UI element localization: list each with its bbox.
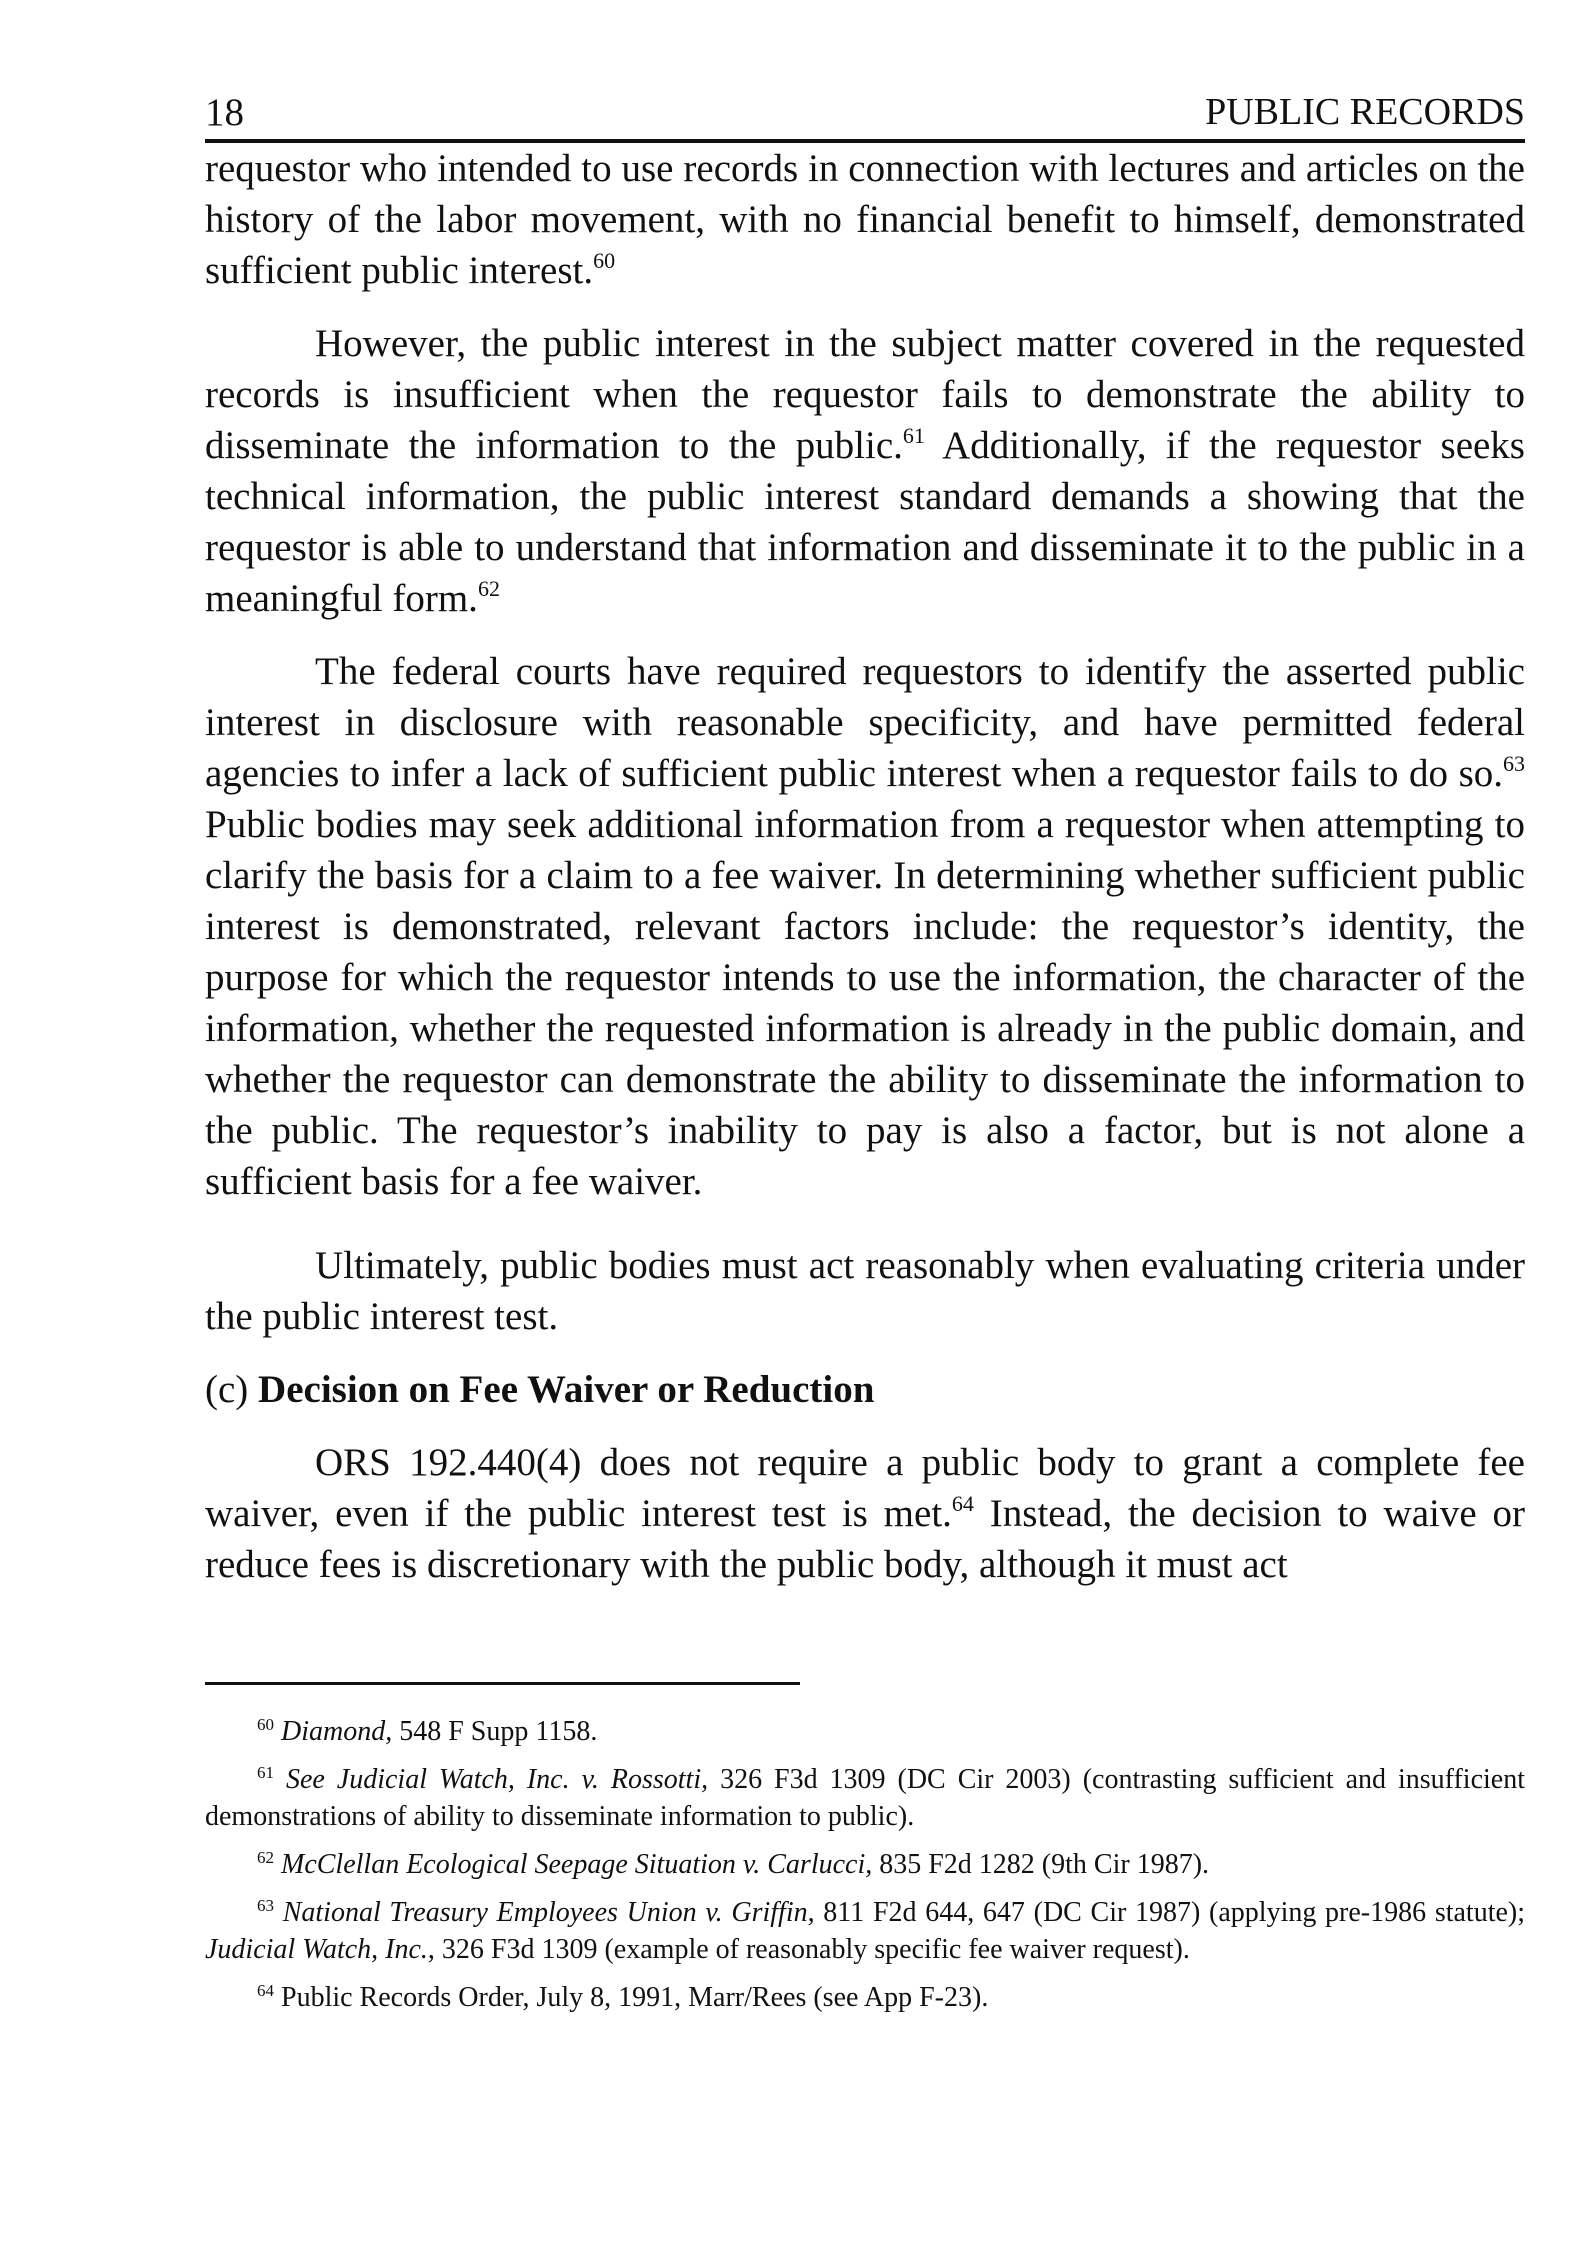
- footnote-ref[interactable]: 61: [902, 423, 925, 448]
- case-name: National Treasury Employees Union v. Griffin,: [282, 1897, 815, 1928]
- running-head: PUBLIC RECORDS: [1205, 91, 1525, 133]
- document-page: [205, 90, 1525, 2027]
- paragraph-text: ORS 192.440(4) does not require a public body to grant a complete fee waiver, even if the public interest test is met.: [205, 1441, 1525, 1535]
- footnote-text: 811 F2d 644, 647 (DC Cir 1987) (applying pre-1986 statute);: [814, 1897, 1526, 1928]
- footnotes: [205, 1713, 1525, 2016]
- footnote-ref[interactable]: 60: [593, 248, 616, 273]
- footnote-text: Public Records Order, July 8, 1991, Marr/Rees (see App F-23).: [274, 1982, 989, 2013]
- footnote-number: 62: [257, 1848, 274, 1867]
- paragraph: [205, 646, 1525, 1207]
- footnote-text: , 326 F3d 1309 (example of reasonably specific fee waiver request).: [427, 1934, 1190, 1965]
- footnote: [205, 1761, 1525, 1835]
- paragraph: [205, 143, 1525, 296]
- footnote-number: 63: [257, 1896, 274, 1915]
- paragraph: Ultimately, public bodies must act reasonably when evaluating criteria under the public interest test.: [205, 1244, 1525, 1338]
- case-name: Diamond,: [281, 1716, 393, 1747]
- footnote-number: 61: [257, 1763, 274, 1782]
- footnote: [205, 1713, 1525, 1750]
- paragraph: [205, 318, 1525, 624]
- paragraph-text: Public bodies may seek additional information from a requestor when attempting to clarify the basis for a claim to a fee waiver. In determining whether sufficient public interest is demonstrated, relevant factors include: the requestor’s identity, the purpose for which the requestor intends to use the information, the character of the information, whether the requested information is already in the public domain, and whether the requestor can demonstrate the ability to disseminate the information to the public. The requestor’s inability to pay is also a factor, but is not alone a sufficient basis for a fee waiver.: [205, 803, 1525, 1203]
- footnote: [205, 1846, 1525, 1883]
- paragraph-text: However, the public interest in the subject matter covered in the requested records is insufficient when the requestor fails to demonstrate the ability to disseminate the information to the public.: [205, 322, 1525, 467]
- footnote-ref[interactable]: 63: [1503, 751, 1525, 776]
- footnote: [205, 1894, 1525, 1968]
- case-name: See Judicial Watch, Inc. v. Rossotti,: [285, 1764, 709, 1795]
- section-heading-prefix: (c): [205, 1368, 259, 1411]
- page-header: [205, 90, 1525, 135]
- footnote-ref[interactable]: 64: [951, 1491, 974, 1516]
- section-heading: [205, 1364, 1525, 1415]
- footnote-text: 326 F3d 1309 (DC Cir 2003) (contrasting sufficient and insufficient demonstrations of ability to disseminate information to public).: [205, 1764, 1525, 1832]
- paragraph-text: The federal courts have required requestors to identify the asserted public interest in disclosure with reasonable specificity, and have permitted federal agencies to infer a lack of sufficient public interest when a requestor fails to do so.: [205, 650, 1525, 795]
- footnote-number: 64: [257, 1981, 274, 2000]
- paragraph-text: Instead, the decision to waive or reduce fees is discretionary with the public body, although it must act: [205, 1492, 1525, 1586]
- footnote-number: 60: [257, 1715, 274, 1734]
- body-text: [205, 143, 1525, 1590]
- footnote-text: 548 F Supp 1158.: [392, 1716, 598, 1747]
- case-name: Judicial Watch, Inc.: [205, 1934, 428, 1965]
- footnote-rule: [205, 1682, 800, 1685]
- page-number: 18: [205, 91, 244, 134]
- paragraph: [205, 1437, 1525, 1590]
- footnote-text: 835 F2d 1282 (9th Cir 1987).: [872, 1849, 1210, 1880]
- paragraph-text: Additionally, if the requestor seeks technical information, the public interest standard demands a showing that the requestor is able to understand that information and disseminate it to the public in a meaningful form.: [205, 424, 1525, 620]
- section-heading-title: Decision on Fee Waiver or Reduction: [258, 1368, 875, 1411]
- footnote-ref[interactable]: 62: [477, 576, 500, 601]
- case-name: McClellan Ecological Seepage Situation v. Carlucci,: [281, 1849, 873, 1880]
- footnote: [205, 1979, 1525, 2016]
- paragraph-text: requestor who intended to use records in connection with lectures and articles on the history of the labor movement, with no financial benefit to himself, demonstrated sufficient public interest.: [205, 147, 1525, 292]
